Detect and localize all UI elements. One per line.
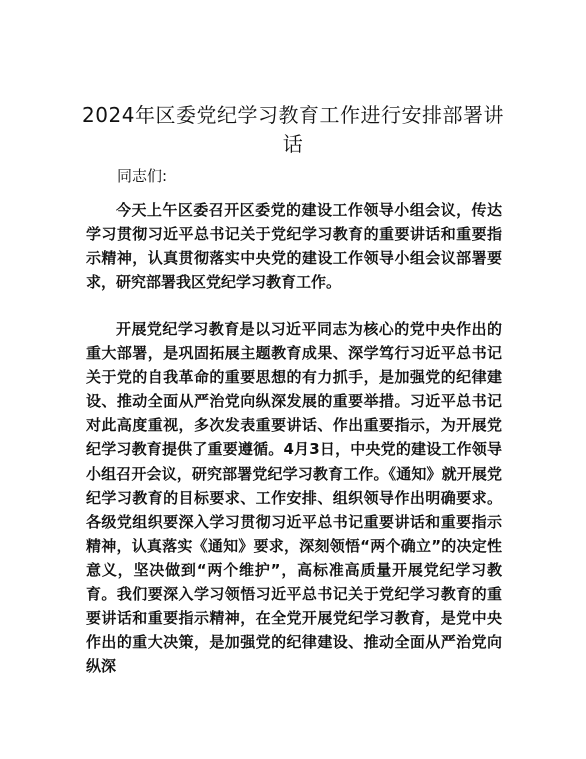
paragraph-2: 开展党纪学习教育是以习近平同志为核心的党中央作出的重大部署，是巩固拓展主题教育成果、深学笃行习近平总书记关于党的自我革命的重要思想的有力抓手，是加强党的纪律建设、推动全面从严治党向纵深发展的重要举措。习近平总书记对此高度重视，多次发表重要讲话、作出重要指示，为开展党纪学习教育提供了重要遵循。4月3日，中央党的建设工作领导小组召开会议，研究部署党纪学习教育工作。《通知》就开展党纪学习教育的目标要求、工作安排、组织领导作出明确要求。各级党组织要深入学习贯彻习近平总书记重要讲话和重要指示精神，认真落实《通知》要求，深刻领悟“两个确立”的决定性意义，坚决做到“两个维护”，高标准高质量开展党纪学习教育。我们要深入学习领悟习近平总书记关于党纪学习教育的重要讲话和重要指示精神，在全党开展党纪学习教育，是党中央作出的重大决策，是加强党的纪律建设、推动全面从严治党向纵深 <box>86 320 502 676</box>
paragraph-1: 今天上午区委召开区委党的建设工作领导小组会议，传达学习贯彻习近平总书记关于党纪学习教育的重要讲话和重要指示精神，认真贯彻落实中央党的建设工作领导小组会议部署要求，研究部署我区党纪学习教育工作。 <box>86 201 502 292</box>
document-title: 2024年区委党纪学习教育工作进行安排部署讲话 <box>82 103 504 156</box>
salutation: 同志们: <box>117 167 168 185</box>
